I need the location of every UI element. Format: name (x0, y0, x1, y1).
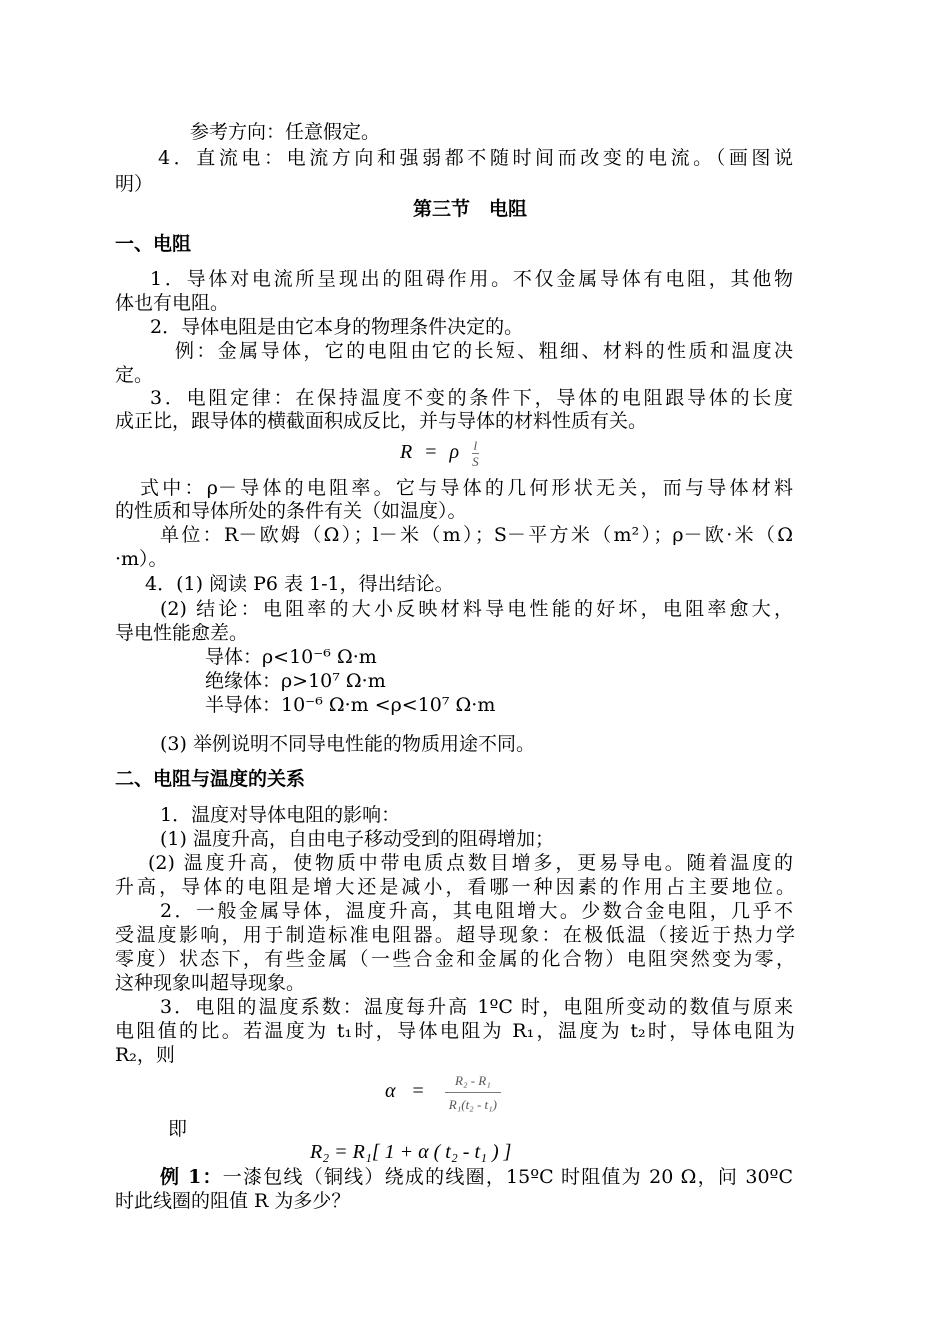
example-line (160, 1166, 793, 1189)
fraction-numerator: R₂ - R₁ (455, 1072, 491, 1088)
text-line: 1．温度对导体电阻的影响： (160, 804, 401, 826)
fraction-denominator: R₁(t₂ - t₁) (445, 1092, 501, 1112)
text-line: 1．导体对电流所呈现出的阻碍作用。不仅金属导体有电阻，其他物 (150, 268, 793, 290)
text-line: 4．(1) 阅读 P6 表 1-1，得出结论。 (145, 573, 454, 595)
resistance-temperature-formula: R₂ = R₁[ 1 + α ( t₂ - t₁ ) ] (310, 1141, 512, 1163)
temperature-coefficient-formula (385, 1068, 501, 1114)
text-line: 体也有电阻。 (115, 292, 230, 314)
text-line: 式中：ρ－导体的电阻率。它与导体的几何形状无关，而与导体材料 (140, 477, 793, 499)
text-line: 电阻值的比。若温度为 t₁时，导体电阻为 R₁，温度为 t₂时，导体电阻为 (115, 1020, 795, 1042)
text-line: 2．一般金属导体，温度升高，其电阻增大。少数合金电阻，几乎不 (160, 900, 793, 922)
text-line: 受温度影响，用于制造标准电阻器。超导现象：在极低温（接近于热力学 (115, 924, 795, 946)
text-line: (3) 举例说明不同导电性能的物质用途不同。 (160, 733, 535, 755)
text-line: 零度）状态下，有些金属（一些合金和金属的化合物）电阻突然变为零， (115, 948, 795, 970)
text-line: (1) 温度升高，自由电子移动受到的阻碍增加； (160, 828, 554, 850)
heading: 一、电阻 (115, 233, 192, 255)
text-line: 的性质和导体所处的条件有关（如温度）。 (115, 500, 467, 522)
text-line: 例：金属导体，它的电阻由它的长短、粗细、材料的性质和温度决 (175, 340, 793, 362)
insulator-range: 绝缘体：ρ>10⁷ Ω·m (205, 670, 386, 692)
formula-lhs: R (400, 441, 413, 463)
example-label: 例 1： (160, 1166, 223, 1188)
text-line: 参考方向：任意假定。 (190, 121, 381, 143)
fraction-denominator: S (472, 453, 479, 469)
text-line: R₂，则 (115, 1044, 175, 1066)
text-line: 这种现象叫超导现象。 (115, 972, 306, 994)
text-line: 单位：R－欧姆（Ω）；l－米（m）；S－平方米（m²）；ρ－欧·米（Ω (160, 524, 793, 546)
fraction (445, 1073, 501, 1112)
example-text: 一漆包线（铜线）绕成的线圈，15ºC 时阻值为 20 Ω，问 30ºC (222, 1166, 793, 1188)
text-line: 2．导体电阻是由它本身的物理条件决定的。 (150, 316, 524, 338)
text-line: 即 (168, 1118, 188, 1140)
text-line: 3．电阻的温度系数：温度每升高 1ºC 时，电阻所变动的数值与原来 (160, 996, 793, 1018)
text-line: 定。 (115, 364, 154, 386)
fraction-numerator: l (473, 437, 478, 453)
text-line: 4．直流电：电流方向和强弱都不随时间而改变的电流。（画图说 (158, 147, 793, 169)
text-line: 时此线圈的阻值 R 为多少？ (115, 1190, 351, 1212)
formula-equals: = (412, 1080, 424, 1102)
formula-rho: ρ (449, 441, 460, 463)
text-line: (2) 结论：电阻率的大小反映材料导电性能的好坏，电阻率愈大， (160, 598, 793, 620)
formula-equals: = (425, 441, 437, 463)
text-line: (2) 温度升高，使物质中带电质点数目增多，更易导电。随着温度的 (148, 852, 793, 874)
semiconductor-range: 半导体：10⁻⁶ Ω·m <ρ<10⁷ Ω·m (205, 694, 496, 716)
text-line: 明） (115, 173, 154, 195)
text-line: 升高，导体的电阻是增大还是减小，看哪一种因素的作用占主要地位。 (115, 876, 795, 898)
conductor-range: 导体：ρ<10⁻⁶ Ω·m (205, 646, 377, 668)
fraction (472, 438, 479, 469)
text-line: 导电性能愈差。 (115, 622, 249, 644)
text-line: 成正比，跟导体的横截面积成反比，并与导体的材料性质有关。 (115, 410, 648, 432)
resistance-law-formula (400, 435, 479, 469)
text-line: ·m）。 (115, 548, 168, 570)
section-title: 第三节 电阻 (412, 198, 527, 220)
heading: 二、电阻与温度的关系 (115, 768, 306, 790)
text-line: 3．电阻定律：在保持温度不变的条件下，导体的电阻跟导体的长度 (150, 387, 793, 409)
formula-lhs: α (385, 1080, 396, 1102)
